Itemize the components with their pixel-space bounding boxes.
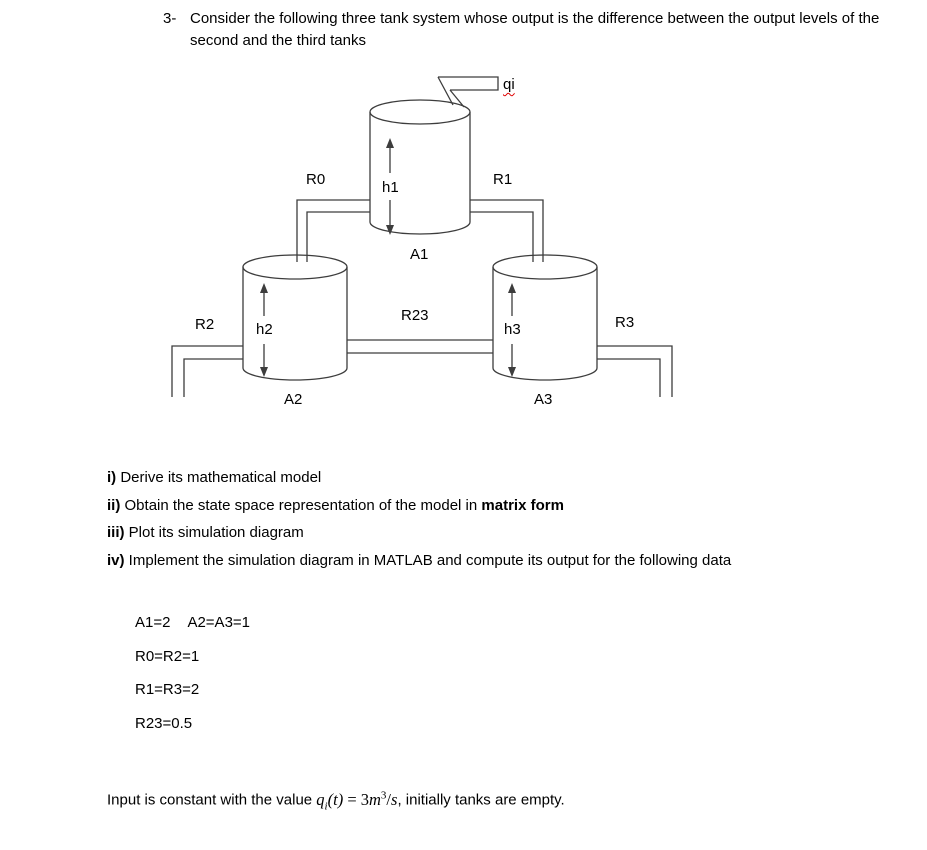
parameter-list — [135, 606, 250, 740]
input-condition-sentence — [107, 784, 565, 817]
footer-prefix: Input is constant with the value — [107, 791, 317, 809]
label-r0: R0 — [306, 171, 326, 188]
drain-pipe-left — [172, 346, 243, 397]
pipe-r1 — [470, 200, 543, 262]
label-a2: A2 — [284, 391, 303, 408]
footer-suffix: , initially tanks are empty. — [397, 791, 565, 809]
label-r3: R3 — [615, 314, 635, 331]
problem-number: 3- — [163, 10, 177, 27]
label-h2: h2 — [256, 321, 273, 338]
param-line-r0-r2: R0=R2=1 — [135, 647, 200, 665]
param-a1: A1=2 — [135, 614, 171, 631]
label-r23: R23 — [401, 307, 429, 324]
label-r2: R2 — [195, 316, 215, 333]
param-line-areas — [135, 606, 250, 640]
label-a3: A3 — [534, 391, 553, 408]
question-ii-bold-text: matrix form — [481, 496, 564, 514]
question-i-text: Derive its mathematical model — [116, 469, 322, 486]
question-iii-numeral: iii) — [107, 524, 125, 541]
question-ii-text: Obtain the state space representation of the model in — [120, 496, 482, 514]
question-iv-text: Implement the simulation diagram in MATLAB and compute its output for the following data — [124, 551, 732, 569]
question-iv-numeral: iv) — [107, 551, 125, 569]
question-iv — [107, 547, 731, 575]
pipe-r23 — [347, 340, 493, 353]
pipe-r0 — [297, 200, 370, 262]
label-h1: h1 — [382, 179, 399, 196]
tank1-shape — [370, 100, 470, 234]
question-ii — [107, 492, 731, 520]
label-h3: h3 — [504, 321, 521, 338]
tank2-shape — [243, 255, 347, 380]
question-i — [107, 464, 731, 492]
param-line-r23: R23=0.5 — [135, 714, 193, 732]
question-list — [107, 464, 731, 574]
question-iii — [107, 519, 731, 547]
problem-text: Consider the following three tank system whose output is the difference between the output levels of the second and the third tanks — [190, 10, 880, 49]
math-expression: $q_i(t) = 3m^3/s$ — [316, 789, 398, 812]
label-r1: R1 — [493, 171, 513, 188]
tank3-shape — [493, 255, 597, 380]
question-iii-text: Plot its simulation diagram — [124, 524, 304, 541]
question-i-numeral: i) — [107, 469, 117, 486]
label-qi-input: qi — [503, 76, 515, 93]
label-a1: A1 — [410, 246, 429, 263]
drain-pipe-right — [597, 346, 672, 397]
question-ii-numeral: ii) — [107, 496, 121, 514]
param-line-r1-r3: R1=R3=2 — [135, 681, 200, 698]
param-a2-a3: A2=A3=1 — [187, 614, 251, 631]
